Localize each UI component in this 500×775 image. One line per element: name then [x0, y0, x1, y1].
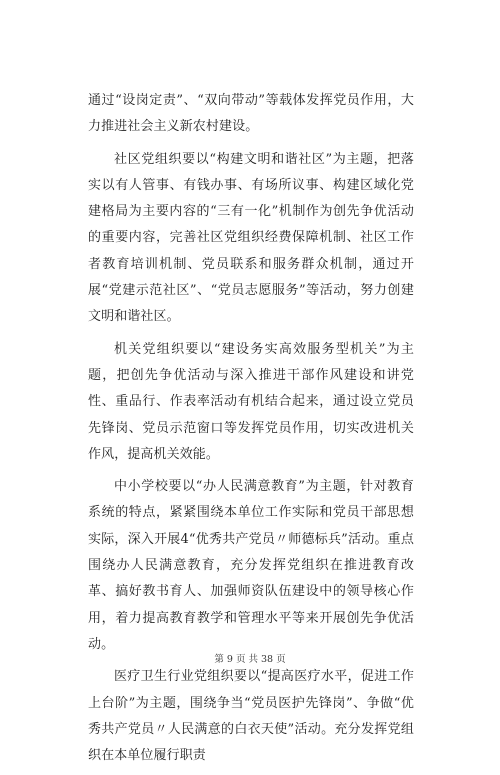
- page-number-footer: 第 9 页 共 38 页: [214, 654, 286, 665]
- paragraph-1: 通过“设岗定责”、“双向带动”等载体发挥党员作用，大力推进社会主义新农村建设。: [88, 93, 414, 135]
- paragraph-5: 医疗卫生行业党组织要以“提高医疗水平，促进工作上台阶”为主题，围绕争当“党员医护先锋岗”、争做“优秀共产党员〃人民满意的白衣天使”活动。充分发挥党组织在本单位履行职责: [88, 669, 414, 764]
- paragraph-2: 社区党组织要以“构建文明和谐社区”为主题，把落实以有人管事、有钱办事、有场所议事、构建区域化党建格局为主要内容的“三有一化”机制作为创先争优活动的重要内容，完善社区党组织经费保障机制、社区工作者教育培训机制、党员联系和服务群众机制，通过开展“党建示范社区”、“党员志愿服务”等活动，努力创建文明和谐社区。: [88, 151, 414, 325]
- document-body: [88, 88, 414, 775]
- paragraph-4: 中小学校要以“办人民满意教育”为主题，针对教育系统的特点，紧紧围绕本单位工作实际和党员干部思想实际，深入开展4“优秀共产党员〃师德标兵”活动。重点围绕办人民满意教育，充分发挥党组织在推进教育改革、搞好教书育人、加强师资队伍建设中的领导核心作用，着力提高教育教学和管理水平等来开展创先争优活动。: [88, 479, 414, 652]
- paragraph-3: 机关党组织要以“建设务实高效服务型机关”为主题，把创先争优活动与深入推进干部作风建设和讲党性、重品行、作表率活动有机结合起来，通过设立党员先锋岗、党员示范窗口等发挥党员作用，切实改进机关作风，提高机关效能。: [88, 341, 414, 462]
